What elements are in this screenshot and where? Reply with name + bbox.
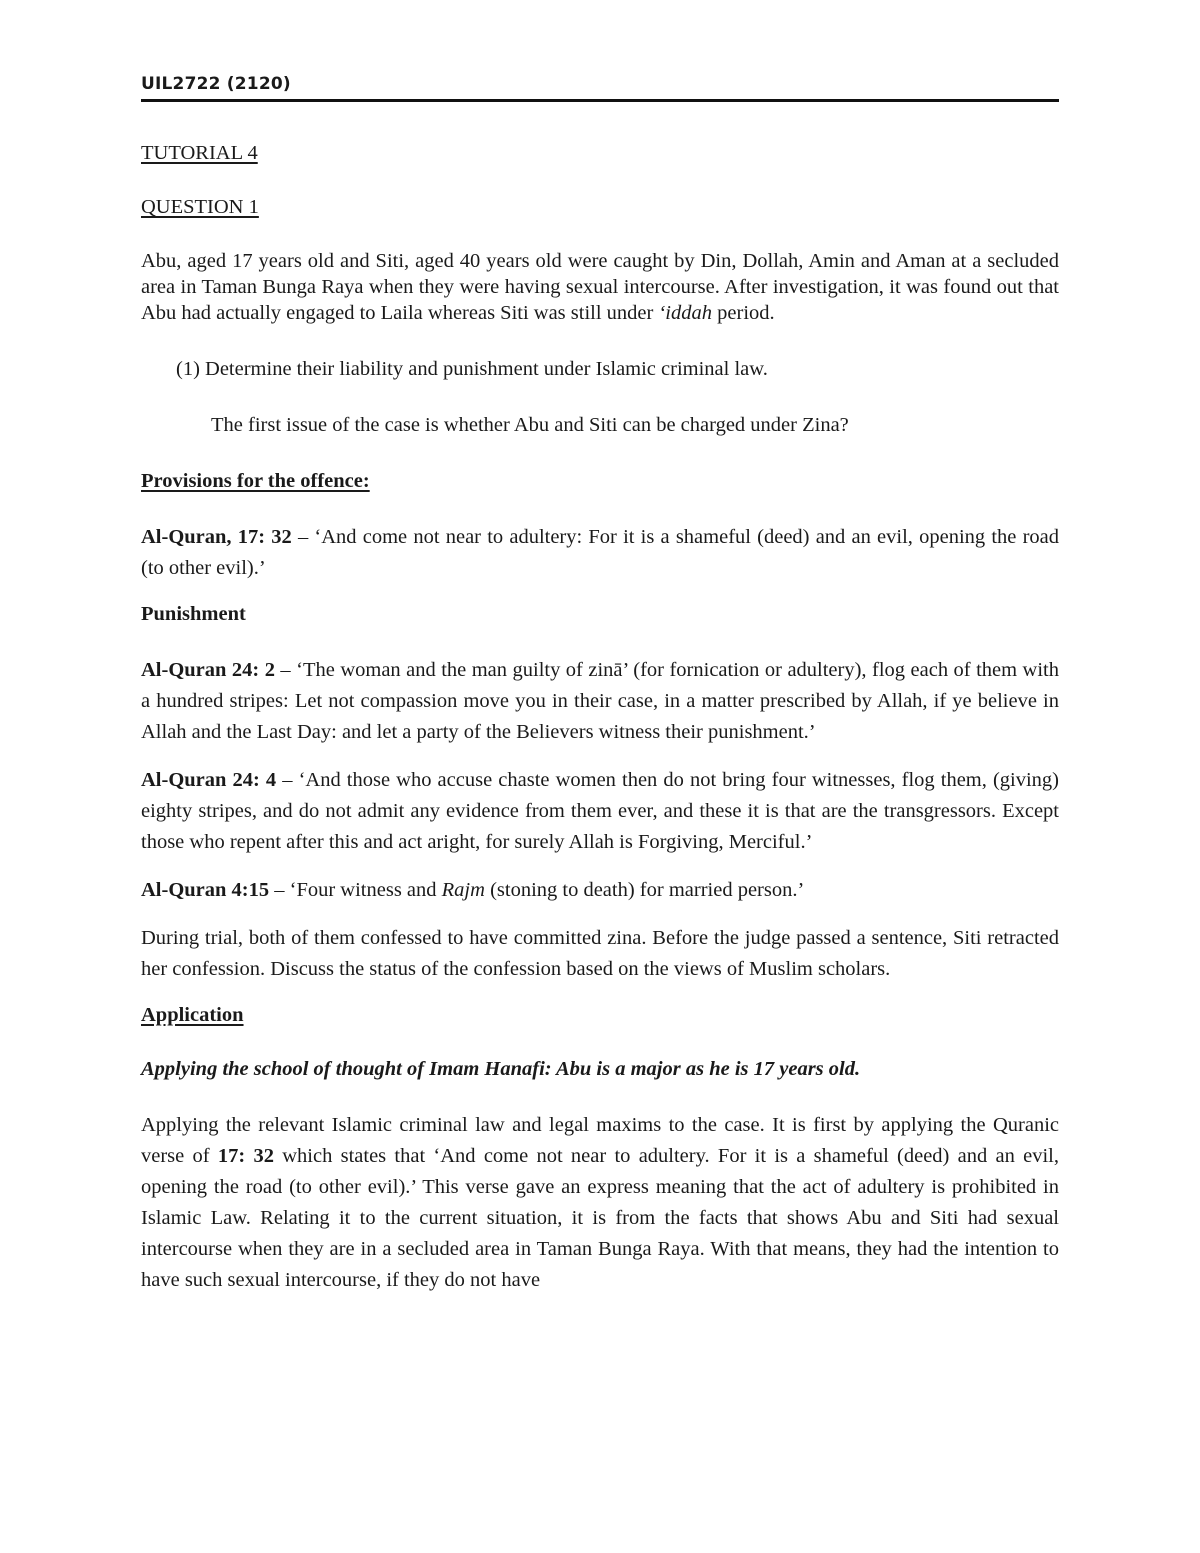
header-rule [141,99,1059,102]
issue-statement: The first issue of the case is whether Abu and Siti can be charged under Zina? [211,414,849,436]
facts-paragraph: Abu, aged 17 years old and Siti, aged 40 years old were caught by Din, Dollah, Amin and Aman at a secluded area in Taman Bunga Raya when they were having sexual intercourse. After investigation, it was found out that Abu had actually engaged to Laila whereas Siti was still under ‘iddah period. [141,250,1059,324]
course-code-header: UIL2722 (2120) [141,74,291,94]
punishment-quran-24-2: Al-Quran 24: 2 – ‘The woman and the man guilty of zinā’ (for fornication or adultery), flog each of them with a hundred stripes: Let not compassion move you in their case, in a matter prescribed by Allah, if ye believe in Allah and the Last Day: and let a party of the Believers witness their punishment.’ [141,659,1059,743]
application-heading: Application [141,1004,244,1026]
trial-paragraph: During trial, both of them confessed to have committed zina. Before the judge passed a sentence, Siti retracted her confession. Discuss the status of the confession based on the views of Muslim scholars. [141,927,1059,980]
punishment-quran-4-15: Al-Quran 4:15 – ‘Four witness and Rajm (stoning to death) for married person.’ [141,879,805,901]
tutorial-title: TUTORIAL 4 [141,142,258,164]
application-subheading: Applying the school of thought of Imam Hanafi: Abu is a major as he is 17 years old. [141,1058,861,1080]
provisions-heading: Provisions for the offence: [141,470,370,492]
question-title: QUESTION 1 [141,196,259,218]
task-item: (1) Determine their liability and punishment under Islamic criminal law. [176,358,768,380]
punishment-quran-24-4: Al-Quran 24: 4 – ‘And those who accuse chaste women then do not bring four witnesses, flog them, (giving) eighty stripes, and do not admit any evidence from them ever, and these it is that are the transgressors. Except those who repent after this and act aright, for surely Allah is Forgiving, Merciful.’ [141,769,1059,853]
document-body [141,140,1059,1296]
application-paragraph: Applying the relevant Islamic criminal law and legal maxims to the case. It is first by applying the Quranic verse of 17: 32 which states that ‘And come not near to adultery. For it is a shameful (deed) and an evil, opening the road (to other evil).’ This verse gave an express meaning that the act of adultery is prohibited in Islamic Law. Relating it to the current situation, it is from the facts that shows Abu and Siti had sexual intercourse when they are in a secluded area in Taman Bunga Raya. With that means, they had the intention to have such sexual intercourse, if they do not have [141,1114,1059,1291]
provision-quran-17-32: Al-Quran, 17: 32 – ‘And come not near to adultery: For it is a shameful (deed) and an evil, opening the road (to other evil).’ [141,526,1060,579]
punishment-heading: Punishment [141,603,246,625]
